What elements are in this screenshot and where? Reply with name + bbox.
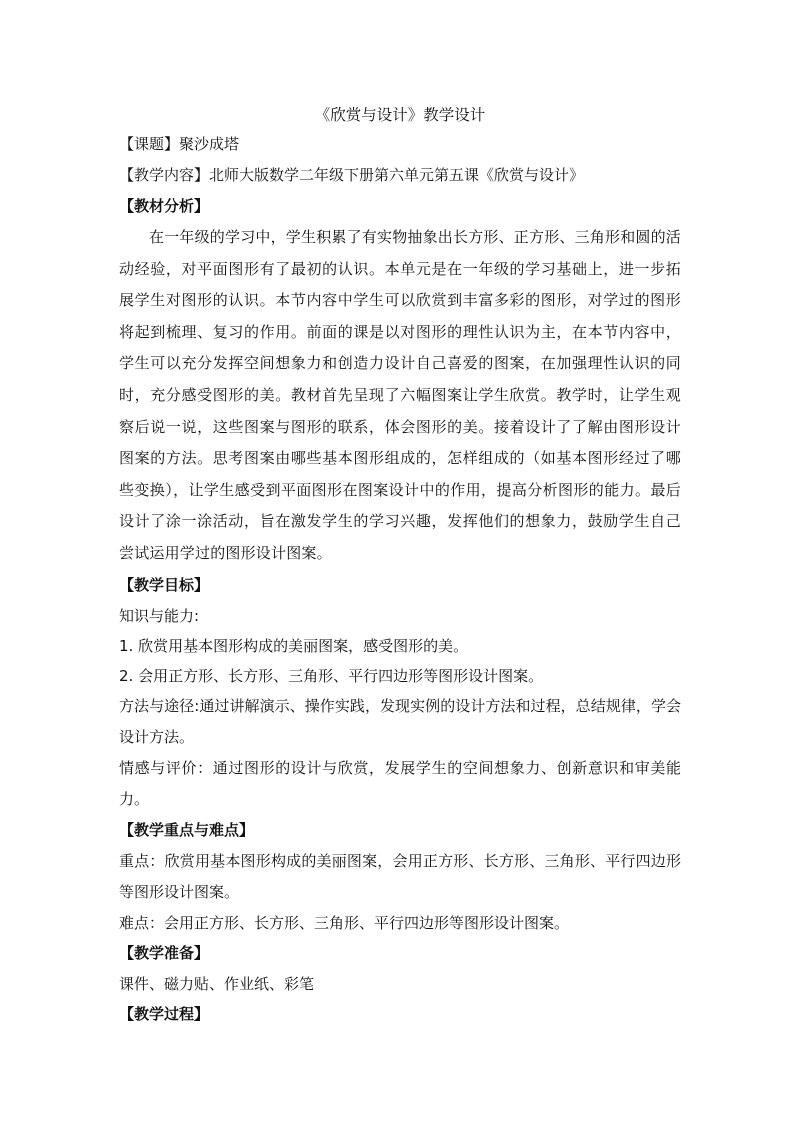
analysis-heading: 【教材分析】	[119, 197, 210, 215]
goal-method: 方法与途径:通过讲解演示、操作实践，发现实例的设计方法和过程，总结规律，学会设计方法。	[119, 696, 681, 746]
prep-text: 课件、磁力贴、作业纸、彩笔	[119, 974, 315, 993]
topic-line: 【课题】聚沙成塔	[119, 135, 240, 153]
goals-knowledge-label: 知识与能力:	[119, 606, 200, 625]
goal-item-1: 1. 欣赏用基本图形构成的美丽图案，感受图形的美。	[119, 636, 469, 655]
goals-heading: 【教学目标】	[119, 575, 210, 594]
document-title: 《欣赏与设计》教学设计	[314, 106, 486, 124]
document-page	[119, 102, 681, 1030]
prep-heading: 【教学准备】	[119, 943, 210, 962]
goal-emotion: 情感与评价：通过图形的设计与欣赏，发展学生的空间想象力、创新意识和审美能力。	[119, 758, 681, 808]
content-line	[119, 160, 681, 191]
difficult-point: 难点：会用正方形、长方形、三角形、平行四边形等图形设计图案。	[119, 913, 570, 932]
goal-item-2: 2. 会用正方形、长方形、三角形、平行四边形等图形设计图案。	[119, 666, 544, 685]
analysis-paragraph: 在一年级的学习中，学生积累了有实物抽象出长方形、正方形、三角形和圆的活动经验，对平面图形有了最初的认识。本单元是在一年级的学习基础上，进一步拓展学生对图形的认识。本节内容中学生可以欣赏到丰富多彩的图形，对学过的图形将起到梳理、复习的作用。前面的课是以对图形的理性认识为主，在本节内容中，学生可以充分发挥空间想象力和创造力设计自己喜爱的图案，在加强理性认识的同时，充分感受图形的美。教材首先呈现了六幅图案让学生欣赏。教学时，让学生观察后说一说，这些图案与图形的联系，体会图形的美。接着设计了了解由图形设计图案的方法。思考图案由哪些基本图形组成的，怎样组成的（如基本图形经过了哪些变换），让学生感受到平面图形在图案设计中的作用，提高分析图形的能力。最后设计了涂一涂活动，旨在激发学生的学习兴趣，发挥他们的想象力，鼓励学生自己尝试运用学过的图形设计图案。	[119, 228, 682, 562]
process-heading: 【教学过程】	[119, 1004, 210, 1023]
content-text: 北师大版数学二年级下册第六单元第五课《欣赏与设计》	[209, 166, 585, 184]
content-label: 【教学内容】	[119, 166, 210, 184]
key-points-heading: 【教学重点与难点】	[119, 820, 255, 839]
key-point: 重点：欣赏用基本图形构成的美丽图案，会用正方形、长方形、三角形、平行四边形等图形设计图案。	[119, 851, 681, 901]
